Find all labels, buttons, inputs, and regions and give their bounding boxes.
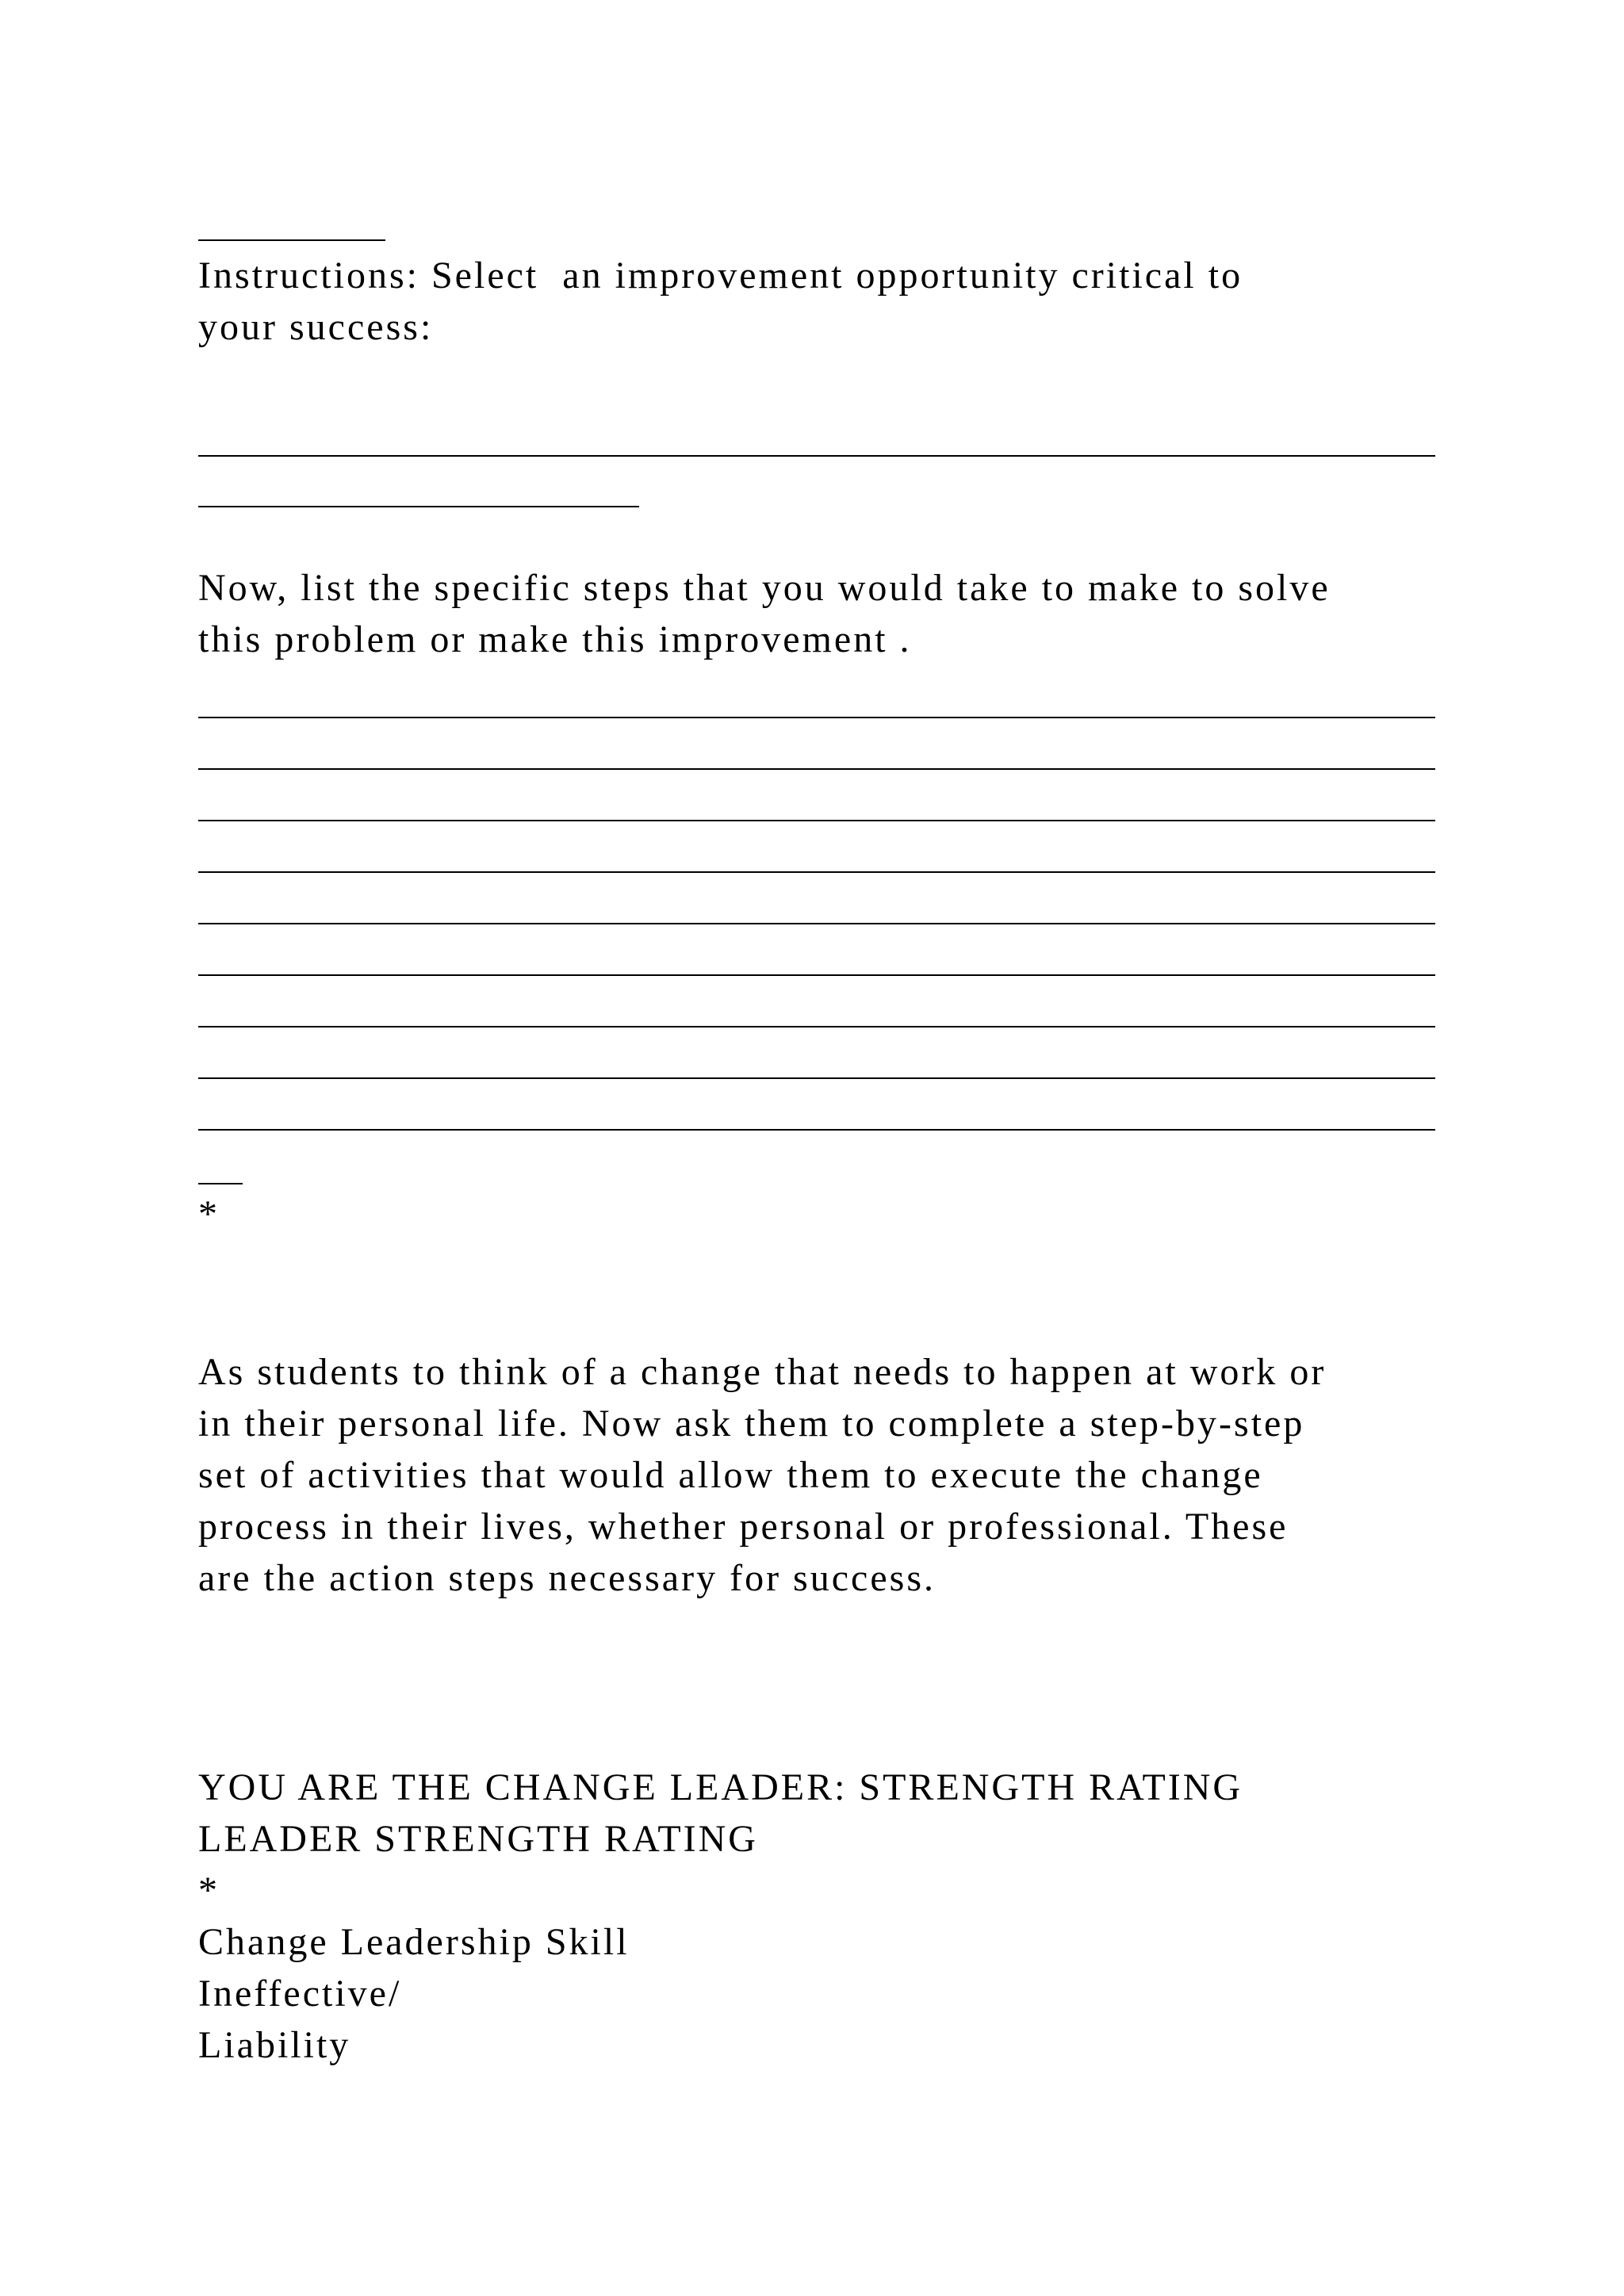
instructions-line-2: your success: xyxy=(198,306,434,348)
skill-label: Change Leadership Skill xyxy=(198,1921,630,1963)
step-blank-line xyxy=(198,871,1435,873)
steps-prompt-line-2: this problem or make this improvement . xyxy=(198,618,912,660)
body-line-5: are the action steps necessary for success. xyxy=(198,1557,936,1599)
step-blank-line xyxy=(198,974,1435,976)
instructions-line-1: Instructions: Select an improvement opportunity critical to xyxy=(198,254,1243,297)
column-label-line-1: Ineffective/ xyxy=(198,1973,402,2015)
step-blank-line xyxy=(198,923,1435,924)
rating-heading-line-2: LEADER STRENGTH RATING xyxy=(198,1818,758,1860)
body-line-3: set of activities that would allow them to execute the change xyxy=(198,1454,1263,1496)
column-label-line-2: Liability xyxy=(198,2024,351,2066)
step-blank-line xyxy=(198,768,1435,770)
body-line-2: in their personal life. Now ask them to complete a step-by-step xyxy=(198,1402,1305,1445)
body-line-4: process in their lives, whether personal or professional. These xyxy=(198,1506,1289,1548)
answer-blank-line-1 xyxy=(198,455,1435,457)
answer-blank-line-2 xyxy=(198,506,639,507)
rating-heading-line-1: YOU ARE THE CHANGE LEADER: STRENGTH RATING xyxy=(198,1766,1243,1808)
steps-prompt-line-1: Now, list the specific steps that you would take to make to solve xyxy=(198,567,1331,609)
asterisk-marker: * xyxy=(198,1193,220,1235)
rating-asterisk: * xyxy=(198,1869,220,1911)
step-blank-line xyxy=(198,820,1435,821)
step-blank-line-end xyxy=(198,1183,243,1184)
step-blank-line xyxy=(198,1026,1435,1027)
step-blank-line xyxy=(198,1077,1435,1079)
body-line-1: As students to think of a change that needs to happen at work or xyxy=(198,1351,1327,1393)
step-blank-line xyxy=(198,717,1435,718)
blank-line-top xyxy=(198,239,385,241)
step-blank-line xyxy=(198,1129,1435,1131)
